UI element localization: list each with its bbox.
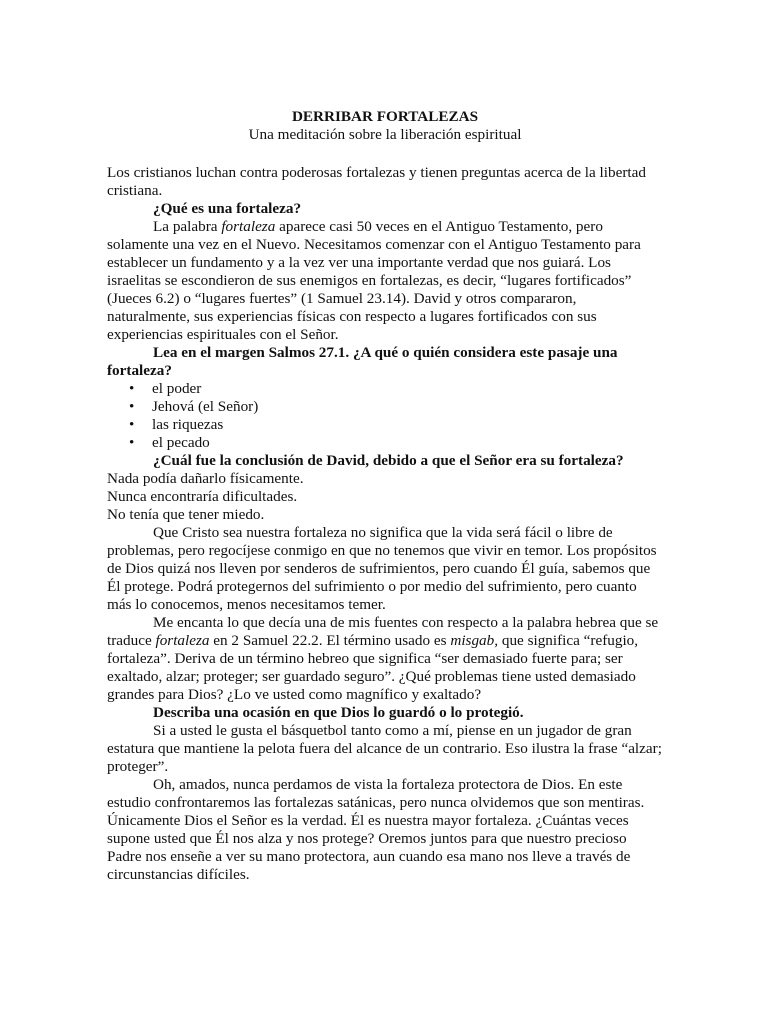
question-david-conclusion: ¿Cuál fue la conclusión de David, debido a que el Señor era su fortaleza? bbox=[153, 452, 624, 469]
intro-paragraph: Los cristianos luchan contra poderosas fortalezas y tienen preguntas acerca de la libertad cristiana. bbox=[107, 164, 646, 199]
paragraph-closing: Oh, amados, nunca perdamos de vista la fortaleza protectora de Dios. En este estudio confrontaremos las fortalezas satánicas, pero nunca olvidemos que son mentiras. Únicamente Dios el Señor es la verdad. Él es nuestra mayor fortaleza. ¿Cuántas veces supone usted que Él nos alza y nos protege? Oremos juntos para que nuestro precioso Padre nos enseñe a ver su mano protectora, aun cuando esa mano nos lleve a través de circunstancias difíciles. bbox=[107, 776, 645, 883]
paragraph-basketball: Si a usted le gusta el básquetbol tanto como a mí, piense en un jugador de gran estatura que mantiene la pelota fuera del alcance de un contrario. Eso ilustra la frase “alzar; proteger”. bbox=[107, 722, 662, 775]
answer-line: Nada podía dañarlo físicamente. bbox=[107, 470, 304, 487]
list-item bbox=[107, 398, 663, 416]
options-list bbox=[107, 380, 663, 452]
question-psalm-27: Lea en el margen Salmos 27.1. ¿A qué o quién considera este pasaje una fortaleza? bbox=[107, 344, 618, 379]
document-subtitle: Una meditación sobre la liberación espiritual bbox=[248, 126, 522, 143]
italic-term: misgab, bbox=[450, 632, 499, 649]
italic-term: fortaleza bbox=[221, 218, 276, 235]
paragraph-text: en 2 Samuel 22.2. El término usado es bbox=[209, 632, 451, 649]
list-item bbox=[107, 434, 663, 452]
option-text: Jehová (el Señor) bbox=[152, 398, 259, 415]
paragraph-hebrew-word bbox=[107, 614, 663, 704]
answer-line: No tenía que tener miedo. bbox=[107, 506, 265, 523]
option-text: el poder bbox=[152, 380, 202, 397]
question-describe-occasion: Describa una ocasión en que Dios lo guardó o lo protegió. bbox=[153, 704, 524, 721]
list-item bbox=[107, 380, 663, 398]
option-text: el pecado bbox=[152, 434, 210, 451]
paragraph-christ-fortress: Que Cristo sea nuestra fortaleza no significa que la vida será fácil o libre de problemas, pero regocíjese conmigo en que no tenemos que vivir en temor. Los propósitos de Dios quizá nos lleven por senderos de sufrimientos, pero cuando Él guía, sabemos que Él protege. Podrá protegernos del sufrimiento o por medio del sufrimiento, pero cuanto más lo conocemos, menos necesitamos temer. bbox=[107, 524, 657, 613]
question-what-is-fortress: ¿Qué es una fortaleza? bbox=[153, 200, 302, 217]
paragraph-text: Me encanta lo que decía una de mis fuentes con respecto a la palabra hebrea que se traduce bbox=[107, 614, 659, 649]
bullet-icon: • bbox=[129, 416, 135, 433]
option-text: las riquezas bbox=[152, 416, 224, 433]
document-page bbox=[107, 108, 663, 884]
paragraph-text: que significa “refugio, fortaleza”. Deriva de un término hebreo que significa “ser demasiado fuerte para; ser exaltado, alzar; proteger; ser guardado seguro”. ¿Qué problemas tiene usted demasiado grandes para Dios? ¿Lo ve usted como magnífico y exaltado? bbox=[107, 632, 639, 703]
bullet-icon: • bbox=[129, 380, 135, 397]
answer-line: Nunca encontraría dificultades. bbox=[107, 488, 298, 505]
paragraph-text: La palabra bbox=[153, 218, 222, 235]
paragraph-fortress-meaning bbox=[107, 218, 663, 344]
paragraph-text: aparece casi 50 veces en el Antiguo Testamento, pero solamente una vez en el Nuevo. Necesitamos comenzar con el Antiguo Testamento para establecer un fundamento y a la vez ver una importante verdad que nos guiará. Los israelitas se escondieron de sus enemigos en fortalezas, es decir, “lugares fortificados” (Jueces 6.2) o “lugares fuertes” (1 Samuel 23.14). David y otros compararon, naturalmente, sus experiencias físicas con respecto a lugares fortificados con sus experiencias espirituales con el Señor. bbox=[107, 218, 641, 343]
bullet-icon: • bbox=[129, 398, 135, 415]
document-title: DERRIBAR FORTALEZAS bbox=[291, 108, 479, 125]
italic-term: fortaleza bbox=[155, 632, 210, 649]
list-item bbox=[107, 416, 663, 434]
bullet-icon: • bbox=[129, 434, 135, 451]
